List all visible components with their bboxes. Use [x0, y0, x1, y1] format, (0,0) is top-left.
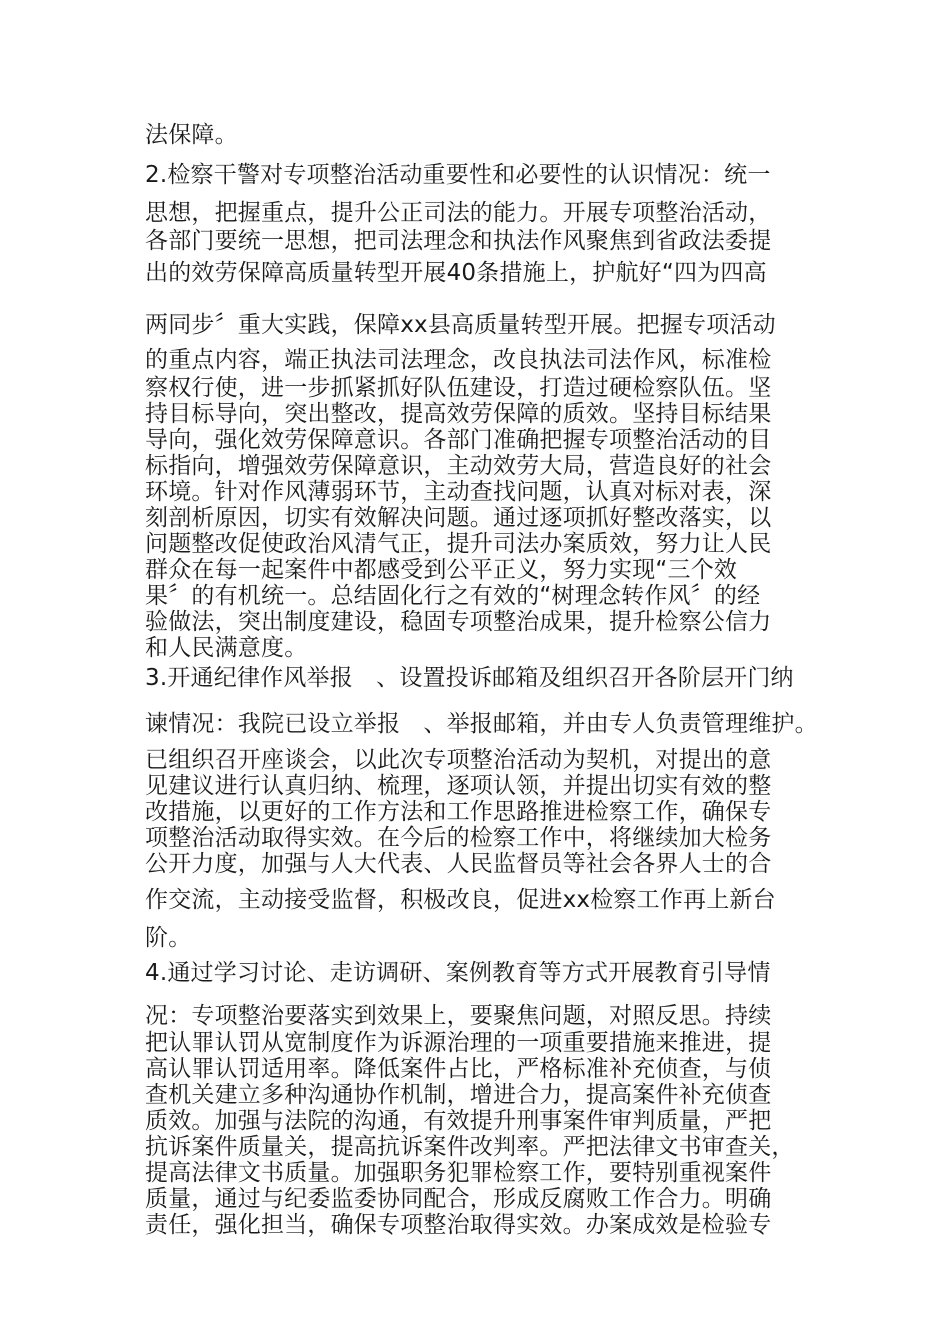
- text-line: 质量，通过与纪委监委协同配合，形成反腐败工作合力。明确: [145, 1186, 772, 1212]
- text-line: 和人民满意度。: [145, 635, 308, 661]
- text-line: 已组织召开座谈会，以此次专项整治活动为契机，对提出的意: [145, 747, 772, 773]
- text-line: 果〞的有机统一。总结固化行之有效的“树理念转作风〞的经: [145, 583, 761, 609]
- text-line: 思想，把握重点，提升公正司法的能力。开展专项整治活动，: [145, 200, 772, 226]
- text-line: 持目标导向，突出整改，提高效劳保障的质效。坚持目标结果: [145, 401, 772, 427]
- text-line: 况：专项整治要落实到效果上，要聚焦问题，对照反思。持续: [145, 1003, 772, 1029]
- text-line: 见建议进行认真归纳、梳理，逐项认领，并提出切实有效的整: [145, 773, 772, 799]
- text-line: 项整治活动取得实效。在今后的检察工作中，将继续加大检务: [145, 825, 772, 851]
- text-line: 谏情况：我院已设立举报 、举报邮箱，并由专人负责管理维护。: [145, 711, 818, 737]
- text-line: 责任，强化担当，确保专项整治取得实效。办案成效是检验专: [145, 1212, 772, 1238]
- text-line: 作交流，主动接受监督，积极改良，促进xx检察工作再上新台: [145, 887, 776, 913]
- text-line: 导向，强化效劳保障意识。各部门准确把握专项整治活动的目: [145, 427, 772, 453]
- text-line: 2.检察干警对专项整治活动重要性和必要性的认识情况：统一: [145, 162, 771, 188]
- text-line: 质效。加强与法院的沟通，有效提升刑事案件审判质量，严把: [145, 1108, 772, 1134]
- text-line: 高认罪认罚适用率。降低案件占比，严格标准补充侦查，与侦: [145, 1056, 772, 1082]
- text-line: 环境。针对作风薄弱环节，主动查找问题，认真对标对表，深: [145, 479, 772, 505]
- text-line: 改措施，以更好的工作方法和工作思路推进检察工作，确保专: [145, 799, 772, 825]
- text-line: 察权行使，进一步抓紧抓好队伍建设，打造过硬检察队伍。坚: [145, 375, 772, 401]
- text-line: 的重点内容，端正执法司法理念，改良执法司法作风，标准检: [145, 347, 772, 373]
- text-line: 两同步〞重大实践，保障xx县高质量转型开展。把握专项活动: [145, 312, 776, 338]
- text-line: 4.通过学习讨论、走访调研、案例教育等方式开展教育引导情: [145, 960, 771, 986]
- text-line: 问题整改促使政治风清气正，提升司法办案质效，努力让人民: [145, 531, 772, 557]
- text-line: 标指向，增强效劳保障意识，主动效劳大局，营造良好的社会: [145, 453, 772, 479]
- text-line: 把认罪认罚从宽制度作为诉源治理的一项重要措施来推进，提: [145, 1030, 772, 1056]
- text-line: 查机关建立多种沟通协作机制，增进合力，提高案件补充侦查: [145, 1082, 772, 1108]
- text-line: 法保障。: [145, 122, 238, 148]
- text-line: 刻剖析原因，切实有效解决问题。通过逐项抓好整改落实，以: [145, 505, 772, 531]
- text-line: 阶。: [145, 925, 192, 951]
- text-line: 公开力度，加强与人大代表、人民监督员等社会各界人士的合: [145, 851, 772, 877]
- text-line: 3.开通纪律作风举报 、设置投诉邮箱及组织召开各阶层开门纳: [145, 665, 794, 691]
- text-line: 验做法，突出制度建设，稳固专项整治成果，提升检察公信力: [145, 609, 772, 635]
- text-line: 抗诉案件质量关，提高抗诉案件改判率。严把法律文书审查关，: [145, 1134, 795, 1160]
- text-line: 出的效劳保障高质量转型开展40条措施上，护航好“四为四高: [145, 260, 767, 286]
- text-line: 提高法律文书质量。加强职务犯罪检察工作，要特别重视案件: [145, 1160, 772, 1186]
- text-line: 各部门要统一思想，把司法理念和执法作风聚焦到省政法委提: [145, 228, 772, 254]
- text-line: 群众在每一起案件中都感受到公平正义，努力实现“三个效: [145, 557, 738, 583]
